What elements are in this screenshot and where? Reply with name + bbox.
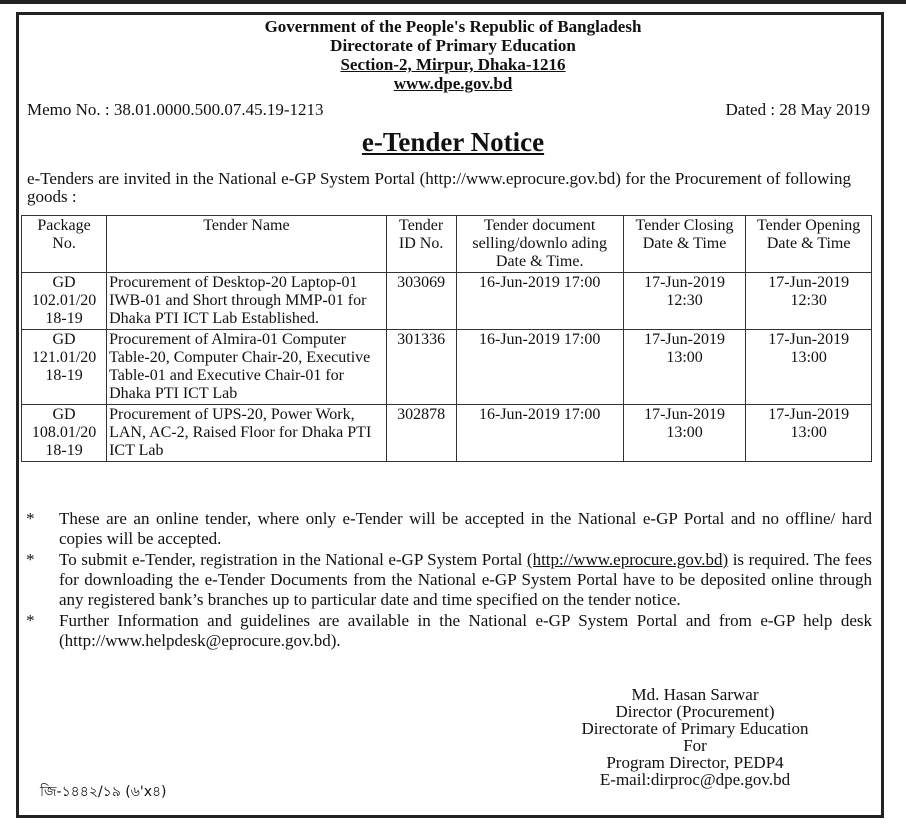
col-tender-name: Tender Name	[107, 216, 387, 273]
memo-date: Dated : 28 May 2019	[725, 100, 870, 119]
cell-tender-name: Procurement of Desktop-20 Laptop-01 IWB-01 and Short through MMP-01 for Dhaka PTI ICT Lab Established.	[107, 273, 387, 330]
col-closing-date: Tender Closing Date & Time	[623, 216, 746, 273]
cell-tender-name: Procurement of UPS-20, Power Work, LAN, AC-2, Raised Floor for Dhaka PTI ICT Lab	[107, 405, 387, 462]
cell-opening: 17-Jun-2019 13:00	[746, 405, 872, 462]
note-item	[26, 509, 872, 549]
note-text-end: is required. The fees for downloading the e-Tender Documents from the National e-GP System Portal have to be deposited online through any registered bank’s branches up to particular date and time specified on the tender notice.	[59, 550, 873, 609]
cell-closing: 17-Jun-2019 13:00	[623, 405, 746, 462]
note-text-start: To submit e-Tender, registration in the National e-GP System Portal	[59, 550, 527, 569]
notice-header	[0, 17, 906, 93]
cell-package: GD 121.01/20 18-19	[22, 330, 107, 405]
notice-title: e-Tender Notice	[361, 127, 545, 157]
notes-list	[26, 509, 872, 652]
header-government: Government of the People's Republic of Bangladesh	[264, 17, 642, 36]
signature-block	[540, 686, 850, 788]
intro-text: e-Tenders are invited in the National e-GP System Portal (http://www.eprocure.gov.bd) for the Procurement of following goods :	[27, 169, 851, 206]
cell-tender-id: 303069	[386, 273, 456, 330]
col-selling-date: Tender document selling/downlo ading Date & Time.	[456, 216, 623, 273]
signatory-for: For	[683, 736, 707, 755]
cell-tender-id: 302878	[386, 405, 456, 462]
cell-selling: 16-Jun-2019 17:00	[456, 330, 623, 405]
cell-tender-id: 301336	[386, 330, 456, 405]
cell-closing: 17-Jun-2019 12:30	[623, 273, 746, 330]
cell-package: GD 108.01/20 18-19	[22, 405, 107, 462]
table-row	[22, 273, 872, 330]
signatory-name: Md. Hasan Sarwar	[631, 685, 759, 704]
cell-closing: 17-Jun-2019 13:00	[623, 330, 746, 405]
memo-number: Memo No. : 38.01.0000.500.07.45.19-1213	[27, 100, 324, 119]
signatory-office: Directorate of Primary Education	[581, 719, 809, 738]
col-package: Package No.	[22, 216, 107, 273]
cell-selling: 16-Jun-2019 17:00	[456, 405, 623, 462]
header-website[interactable]: www.dpe.gov.bd	[393, 74, 513, 93]
header-address: Section-2, Mirpur, Dhaka-1216	[340, 55, 566, 74]
table-row	[22, 405, 872, 462]
asterisk-icon: *	[26, 509, 35, 528]
cell-opening: 17-Jun-2019 12:30	[746, 273, 872, 330]
col-tender-id: Tender ID No.	[386, 216, 456, 273]
note-item	[26, 611, 872, 651]
signatory-designation: Director (Procurement)	[615, 702, 775, 721]
header-directorate: Directorate of Primary Education	[330, 36, 576, 55]
publication-code: জি-১৪৪২/১৯ (৬'x৪)	[40, 784, 167, 800]
note-text: Further Information and guidelines are available in the National e-GP System Portal and from e-GP help desk (http://www.helpdesk@eprocure.gov.bd).	[59, 611, 872, 650]
col-opening-date: Tender Opening Date & Time	[746, 216, 872, 273]
table-row	[22, 330, 872, 405]
note-text: These are an online tender, where only e-Tender will be accepted in the National e-GP Portal and no offline/ hard copies will be accepted.	[59, 509, 872, 548]
asterisk-icon: *	[26, 550, 35, 569]
note-item	[26, 550, 872, 610]
cell-selling: 16-Jun-2019 17:00	[456, 273, 623, 330]
asterisk-icon: *	[26, 611, 35, 630]
note-text	[59, 550, 872, 610]
cell-opening: 17-Jun-2019 13:00	[746, 330, 872, 405]
eprocure-link[interactable]: (http://www.eprocure.gov.bd)	[526, 550, 729, 569]
cell-package: GD 102.01/20 18-19	[22, 273, 107, 330]
signatory-email[interactable]: E-mail:dirproc@dpe.gov.bd	[599, 770, 791, 789]
tender-table	[21, 215, 872, 462]
signatory-program: Program Director, PEDP4	[606, 753, 784, 772]
cell-tender-name: Procurement of Almira-01 Computer Table-20, Computer Chair-20, Executive Table-01 and Executive Chair-01 for Dhaka PTI ICT Lab	[107, 330, 387, 405]
top-border	[0, 0, 906, 4]
table-header-row	[22, 216, 872, 273]
